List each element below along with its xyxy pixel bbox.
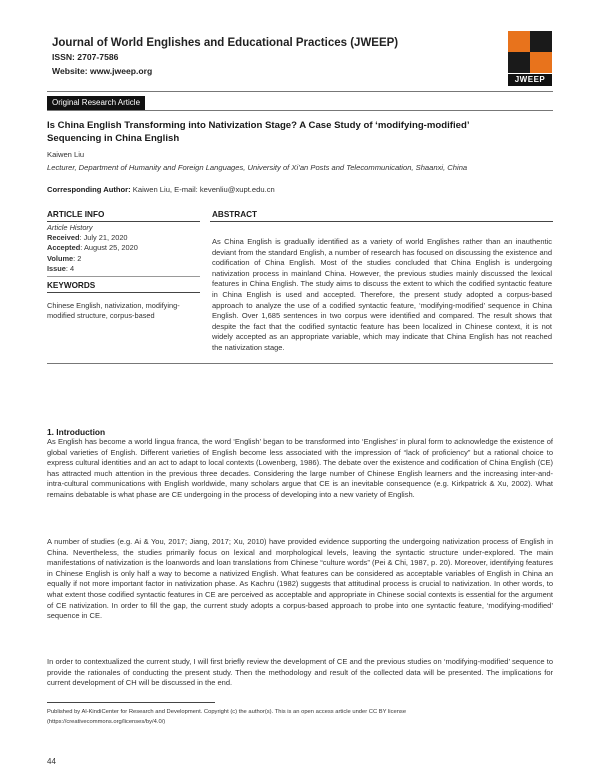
article-history-label: Article History xyxy=(47,223,93,232)
journal-logo xyxy=(508,31,552,73)
logo-square-dark xyxy=(530,31,552,52)
header-rule xyxy=(47,110,553,111)
logo-square-dark xyxy=(508,52,530,73)
paper-title xyxy=(47,120,552,145)
license-line: Published by Al-KindiCenter for Research and Development. Copyright (c) the author(s). This is an open access article under CC BY license xyxy=(47,709,407,715)
received-date: Received: July 21, 2020 xyxy=(47,233,128,243)
issue: Issue: 4 xyxy=(47,263,75,273)
article-info-heading: ARTICLE INFO xyxy=(47,210,105,219)
article-type-badge: Original Research Article xyxy=(47,96,145,110)
keywords-text: Chinese English, nativization, modifying-modified structure, corpus-based xyxy=(47,301,180,321)
corresponding-author-text: Kaiwen Liu, E-mail: kevenliu@xupt.edu.cn xyxy=(130,185,275,194)
keywords-top-rule xyxy=(47,276,200,277)
abstract-text: As China English is gradually identified as a variety of world Englishes rather than an inauthentic deviant from the standard English, a number of research has focused on discussing the existence and codification of China English. Most of the studies concluded that China English is undergoing nativization process in mainland China. However, the previous studies mainly discussed the lexical features in China English. The study aims to discuss the extent to which the codified syntactic feature in China English is used and accepted. Therefore, the present study adopted a corpus-based approach to analyze the use of a codified syntactic feature, ‘modifying-modified’ sequence in China English. Over 1,685 sentences in two corpus were identified and compared. The result shows that despite the fact that the codified syntactic feature has been localized in Chinese context, it is not widely accepted as an appropriate variable, which may indicate that China English has not reached the nativization stage. xyxy=(212,237,552,352)
volume: Volume: 2 xyxy=(47,253,82,263)
section-heading-introduction: 1. Introduction xyxy=(47,427,106,437)
keywords-heading: KEYWORDS xyxy=(47,281,96,290)
logo-square-orange xyxy=(530,52,552,73)
intro-paragraph-2: A number of studies (e.g. Ai & You, 2017; Jiang, 2017; Xu, 2010) have provided evidence supporting the undergoing nativization process of English in China. Nevertheless, the studies primarily focus on lexical and morphological levels, leaving the syntactic structure under-explored. The main manifestations of nativization is the loanwords and loan translations from Chinese “culture words” (Pei & Chi, 1987, p. 20). Moreover, identifying features in Chinese English is only half a way to become a nativized English. What features can be considered as acceptable variables of English in China an equally if not more important factor in nativization phase. As Kachru (1982) suggests that attitudinal process is crucial to nativization. In other words, to what extent those codified syntactic features in CE are perceived as acceptable and appropriate in Chinese social contexts is essential for the argument of CE nativization. In order to fill the gap, the current study adopts a corpus-based approach to probe into one syntactic feature, ‘modifying-modified’ sequence in CE. xyxy=(47,537,553,621)
corresponding-author-label: Corresponding Author: xyxy=(47,185,131,194)
page-number: 44 xyxy=(47,757,56,766)
logo-square-orange xyxy=(508,31,530,52)
author-affiliation: Lecturer, Department of Humanity and Foreign Languages, University of Xi’an Posts and Telecommunication, Shaanxi, China xyxy=(47,163,468,172)
paper-title-line: Sequencing in China English xyxy=(47,132,180,144)
journal-issn: ISSN: 2707-7586 xyxy=(52,52,119,62)
intro-paragraph-3: In order to contextualized the current study, I will first briefly review the development of CE and the previous studies on ‘modifying-modified’ sequence to provide the rationales of conducting the present study. Then the methodology and result of the collected data will be presented. The implications for current development of CH will be discussed in the end. xyxy=(47,657,553,688)
license-url: (https://creativecommons.org/licenses/by/4.0/) xyxy=(47,718,166,725)
keywords-rule xyxy=(47,292,200,293)
journal-title: Journal of World Englishes and Educational Practices (JWEEP) xyxy=(52,37,399,49)
footnote-rule xyxy=(47,702,215,703)
author-name: Kaiwen Liu xyxy=(47,150,85,159)
corresponding-author xyxy=(47,185,275,194)
article-info-rule xyxy=(47,221,200,222)
abstract-rule xyxy=(210,221,553,222)
accepted-date: Accepted: August 25, 2020 xyxy=(47,243,138,253)
journal-website: Website: www.jweep.org xyxy=(52,66,153,76)
header-rule xyxy=(47,91,553,92)
abstract-heading: ABSTRACT xyxy=(212,210,258,219)
article-info-block xyxy=(47,223,138,274)
intro-paragraph-1: As English has become a world lingua franca, the word ‘English’ began to be transformed into ‘Englishes’ in plural form to acknowledge the existence of global varieties of English. Different varieties of English become less associated with the impression of “lack of proficiency” but a rational choice to express cultural identities and an act to adapt to local contexts (Lowenberg, 1986). The debate over the existence and codification of China English (CE) has attracted much attention in the previous three decades. Considering the large number of Chinese English learners and the increasing inter-and-intra-cultural communications with English worldwide, many scholars argue that CE is an inevitable consequence (e.g. Kirkpatrick & Xu, 2002). What remains debatable is what phase are CE undergoing in the process of developing into a new variety of English. xyxy=(47,437,553,499)
logo-text: JWEEP xyxy=(508,74,552,86)
paper-title-line: Is China English Transforming into Nativization Stage? A Case Study of ‘modifying-modified’ xyxy=(47,120,470,131)
license-footnote xyxy=(47,708,547,728)
abstract-bottom-rule xyxy=(47,363,553,364)
